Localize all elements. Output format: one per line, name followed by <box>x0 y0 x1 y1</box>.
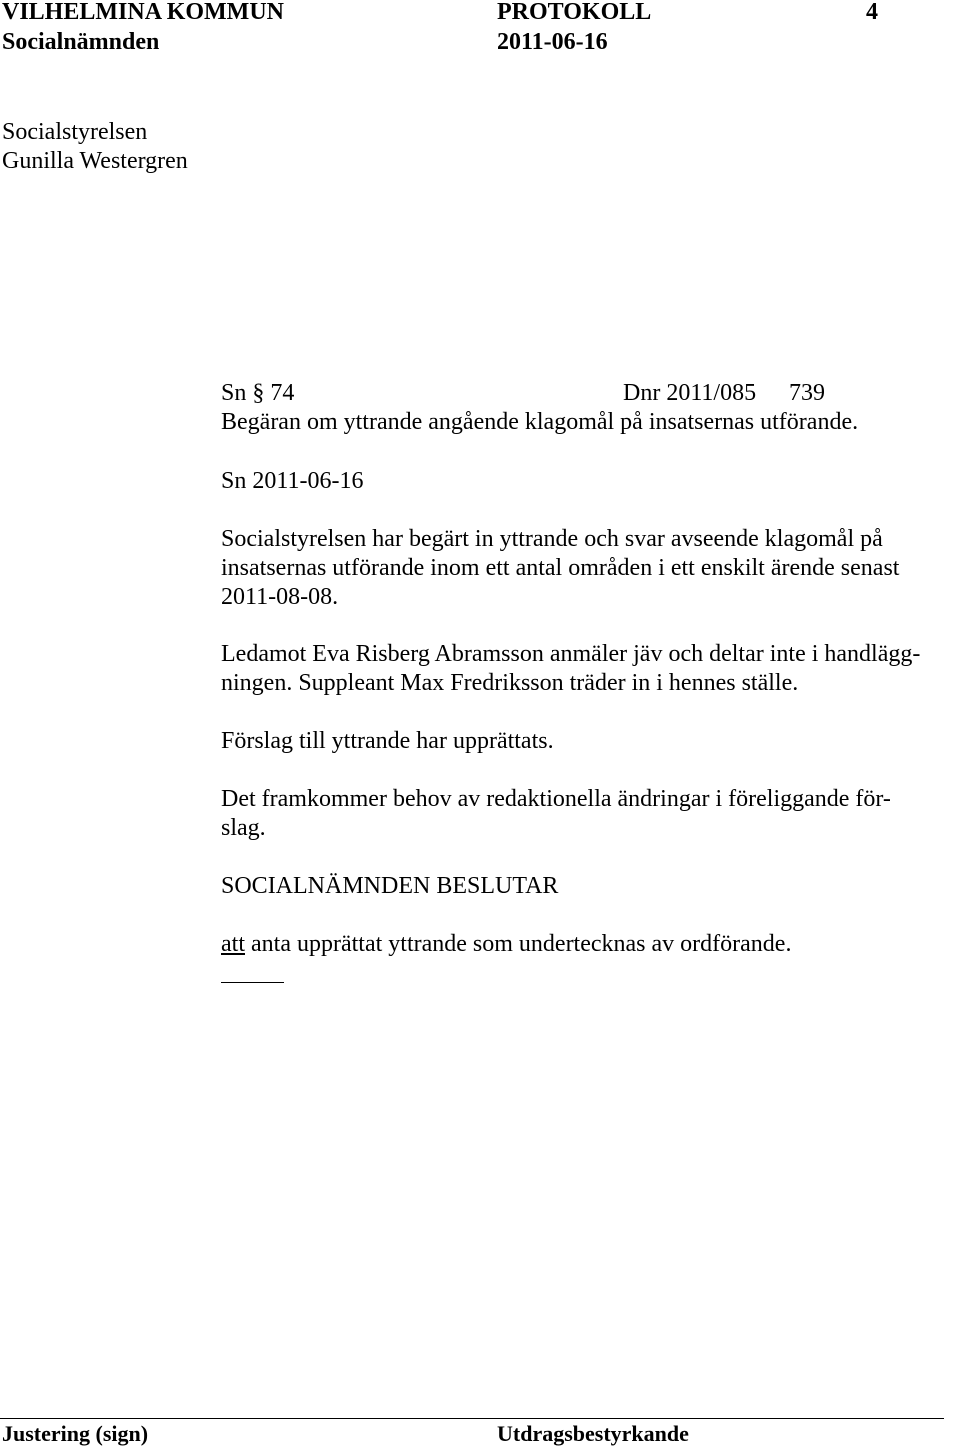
page-number: 4 <box>866 0 878 25</box>
decision-att-keyword: att <box>221 931 245 957</box>
paragraph-line: Förslag till yttrande har upprättats. <box>221 728 554 754</box>
decision-text: anta upprättat yttrande som undertecknas av ordförande. <box>245 931 792 957</box>
meeting-reference: Sn 2011-06-16 <box>221 468 364 494</box>
footer-justering: Justering (sign) <box>2 1421 149 1446</box>
paragraph-line: 2011-08-08. <box>221 584 339 610</box>
end-of-item-rule <box>221 982 284 983</box>
decision-statement <box>221 930 946 959</box>
paragraph-line: Ledamot Eva Risberg Abramsson anmäler jäv och deltar inte i handlägg- <box>221 641 921 667</box>
section-number: Sn § 74 <box>221 380 295 406</box>
recipient-person: Gunilla Westergren <box>2 148 188 174</box>
footer-utdragsbestyrkande: Utdragsbestyrkande <box>497 1421 689 1446</box>
recipient-organization: Socialstyrelsen <box>2 119 148 145</box>
diary-number: Dnr 2011/085 <box>623 380 757 406</box>
municipality-name: VILHELMINA KOMMUN <box>2 0 284 25</box>
paragraph-line: slag. <box>221 815 266 841</box>
footer-divider <box>0 1418 944 1419</box>
paragraph-line: insatsernas utförande inom ett antal områden i ett enskilt ärende senast <box>221 555 900 581</box>
paragraph-line: Det framkommer behov av redaktionella ändringar i föreliggande för- <box>221 786 891 812</box>
paragraph-line: ningen. Suppleant Max Fredriksson träder in i hennes ställe. <box>221 670 799 696</box>
document-type: PROTOKOLL <box>497 0 652 25</box>
document-date: 2011-06-16 <box>497 29 608 55</box>
decision-heading <box>221 872 946 901</box>
item-title: Begäran om yttrande angående klagomål på insatsernas utförande. <box>221 409 859 435</box>
classification-code: 739 <box>789 380 825 406</box>
paragraph-line: Socialstyrelsen har begärt in yttrande och svar avseende klagomål på <box>221 526 883 552</box>
paragraph-request <box>221 525 946 612</box>
board-name: Socialnämnden <box>2 29 160 55</box>
decision-heading-text: SOCIALNÄMNDEN BESLUTAR <box>221 873 559 899</box>
paragraph-changes <box>221 785 946 843</box>
paragraph-proposal <box>221 727 946 756</box>
paragraph-conflict-of-interest <box>221 640 946 698</box>
